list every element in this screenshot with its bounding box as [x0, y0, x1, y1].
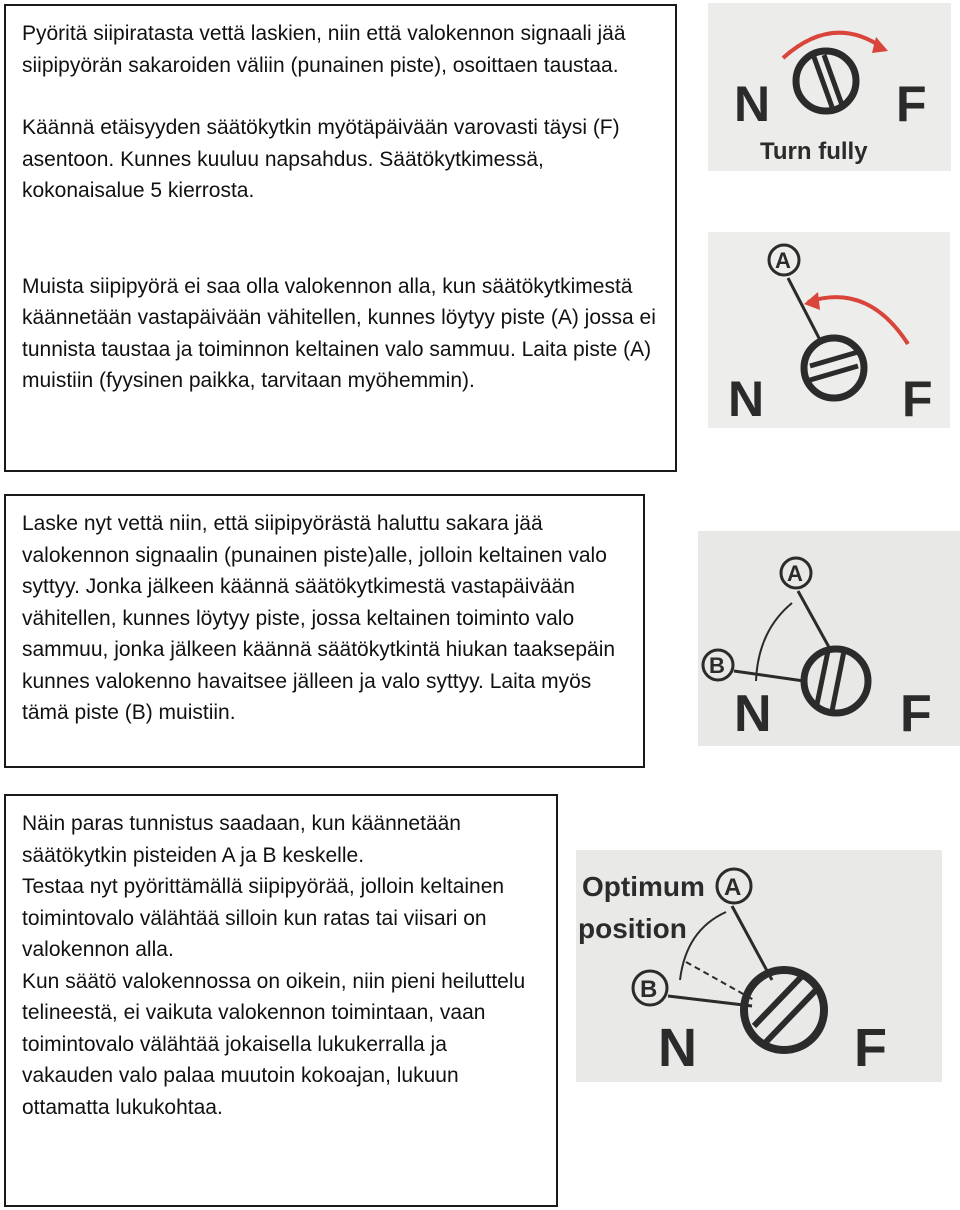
fig2-label-n: N — [728, 371, 765, 427]
fig4-label-f: F — [854, 1018, 887, 1078]
fig1-caption: Turn fully — [760, 138, 868, 165]
paragraph-find-point-a: Muista siipipyörä ei saa olla valokennon alla, kun säätökytkimestä käännetään vastapäivään vähitellen, kunnes löytyy piste (A) jossa ei tunnista taustaa ja toiminnon keltainen valo sammuu. Laita piste (A) muistiin (fyysinen paikka, tarvitaan myöhemmin). — [22, 274, 656, 392]
figure-point-b — [698, 531, 960, 746]
figure-optimum-position — [576, 850, 942, 1082]
figure-point-a — [708, 232, 950, 428]
fig3-point-a: A — [787, 561, 803, 586]
fig4-caption-line2: position — [578, 913, 687, 944]
instruction-box-3 — [4, 794, 558, 1207]
fig3-point-b: B — [709, 653, 725, 678]
paragraph-turn-switch: Käännä etäisyyden säätökytkin myötäpäivään varovasti täysi (F) asentoon. Kunnes kuuluu napsahdus. Säätökytkimessä, kokonaisalue 5 kierrosta. — [22, 116, 620, 202]
fig1-label-f: F — [896, 76, 927, 132]
fig4-caption-line1: Optimum — [582, 871, 705, 902]
fig3-label-f: F — [900, 685, 932, 743]
paragraph-rotate-wheel: Pyöritä siipiratasta vettä laskien, niin että valokennon signaali jää siipipyörän sakaroiden väliin (punainen piste), osoittaen taustaa. — [22, 22, 626, 77]
instruction-box-1 — [4, 4, 677, 472]
instruction-box-2 — [4, 494, 645, 768]
paragraph-stable-operation: Kun säätö valokennossa on oikein, niin pieni heiluttelu telineestä, ei vaikuta valokennon toimintaan, vaan toimintovalo välähtää jokaisella lukukerralla ja vakauden valo palaa muutoin kokoajan, lukuun ottamatta lukukohtaa. — [22, 969, 526, 1119]
fig2-point-a: A — [775, 248, 791, 273]
figure-turn-fully — [708, 3, 951, 171]
fig3-label-n: N — [734, 685, 772, 743]
paragraph-center-setting: Näin paras tunnistus saadaan, kun käännetään säätökytkin pisteiden A ja B keskelle. — [22, 812, 461, 867]
fig4-label-n: N — [658, 1018, 697, 1078]
paragraph-find-point-b: Laske nyt vettä niin, että siipipyörästä haluttu sakara jää valokennon signaalin (punainen piste)alle, jolloin keltainen valo syttyy. Jonka jälkeen käännä säätökytkimestä vastapäivään vähitellen, kunnes löytyy piste, jossa keltainen toiminto valo sammuu, jonka jälkeen käännä säätökytkintä hiukan taaksepäin kunnes valokenno havaitsee jälleen ja valo syttyy. Laita myös tämä piste (B) muistiin. — [22, 512, 616, 724]
fig4-point-a: A — [724, 874, 742, 901]
fig1-label-n: N — [734, 76, 771, 132]
fig2-label-f: F — [902, 371, 933, 427]
fig4-point-b: B — [640, 976, 658, 1003]
paragraph-test-rotation: Testaa nyt pyörittämällä siipipyörää, jolloin keltainen toimintovalo välähtää silloin kun ratas tai viisari on valokennon alla. — [22, 875, 505, 961]
